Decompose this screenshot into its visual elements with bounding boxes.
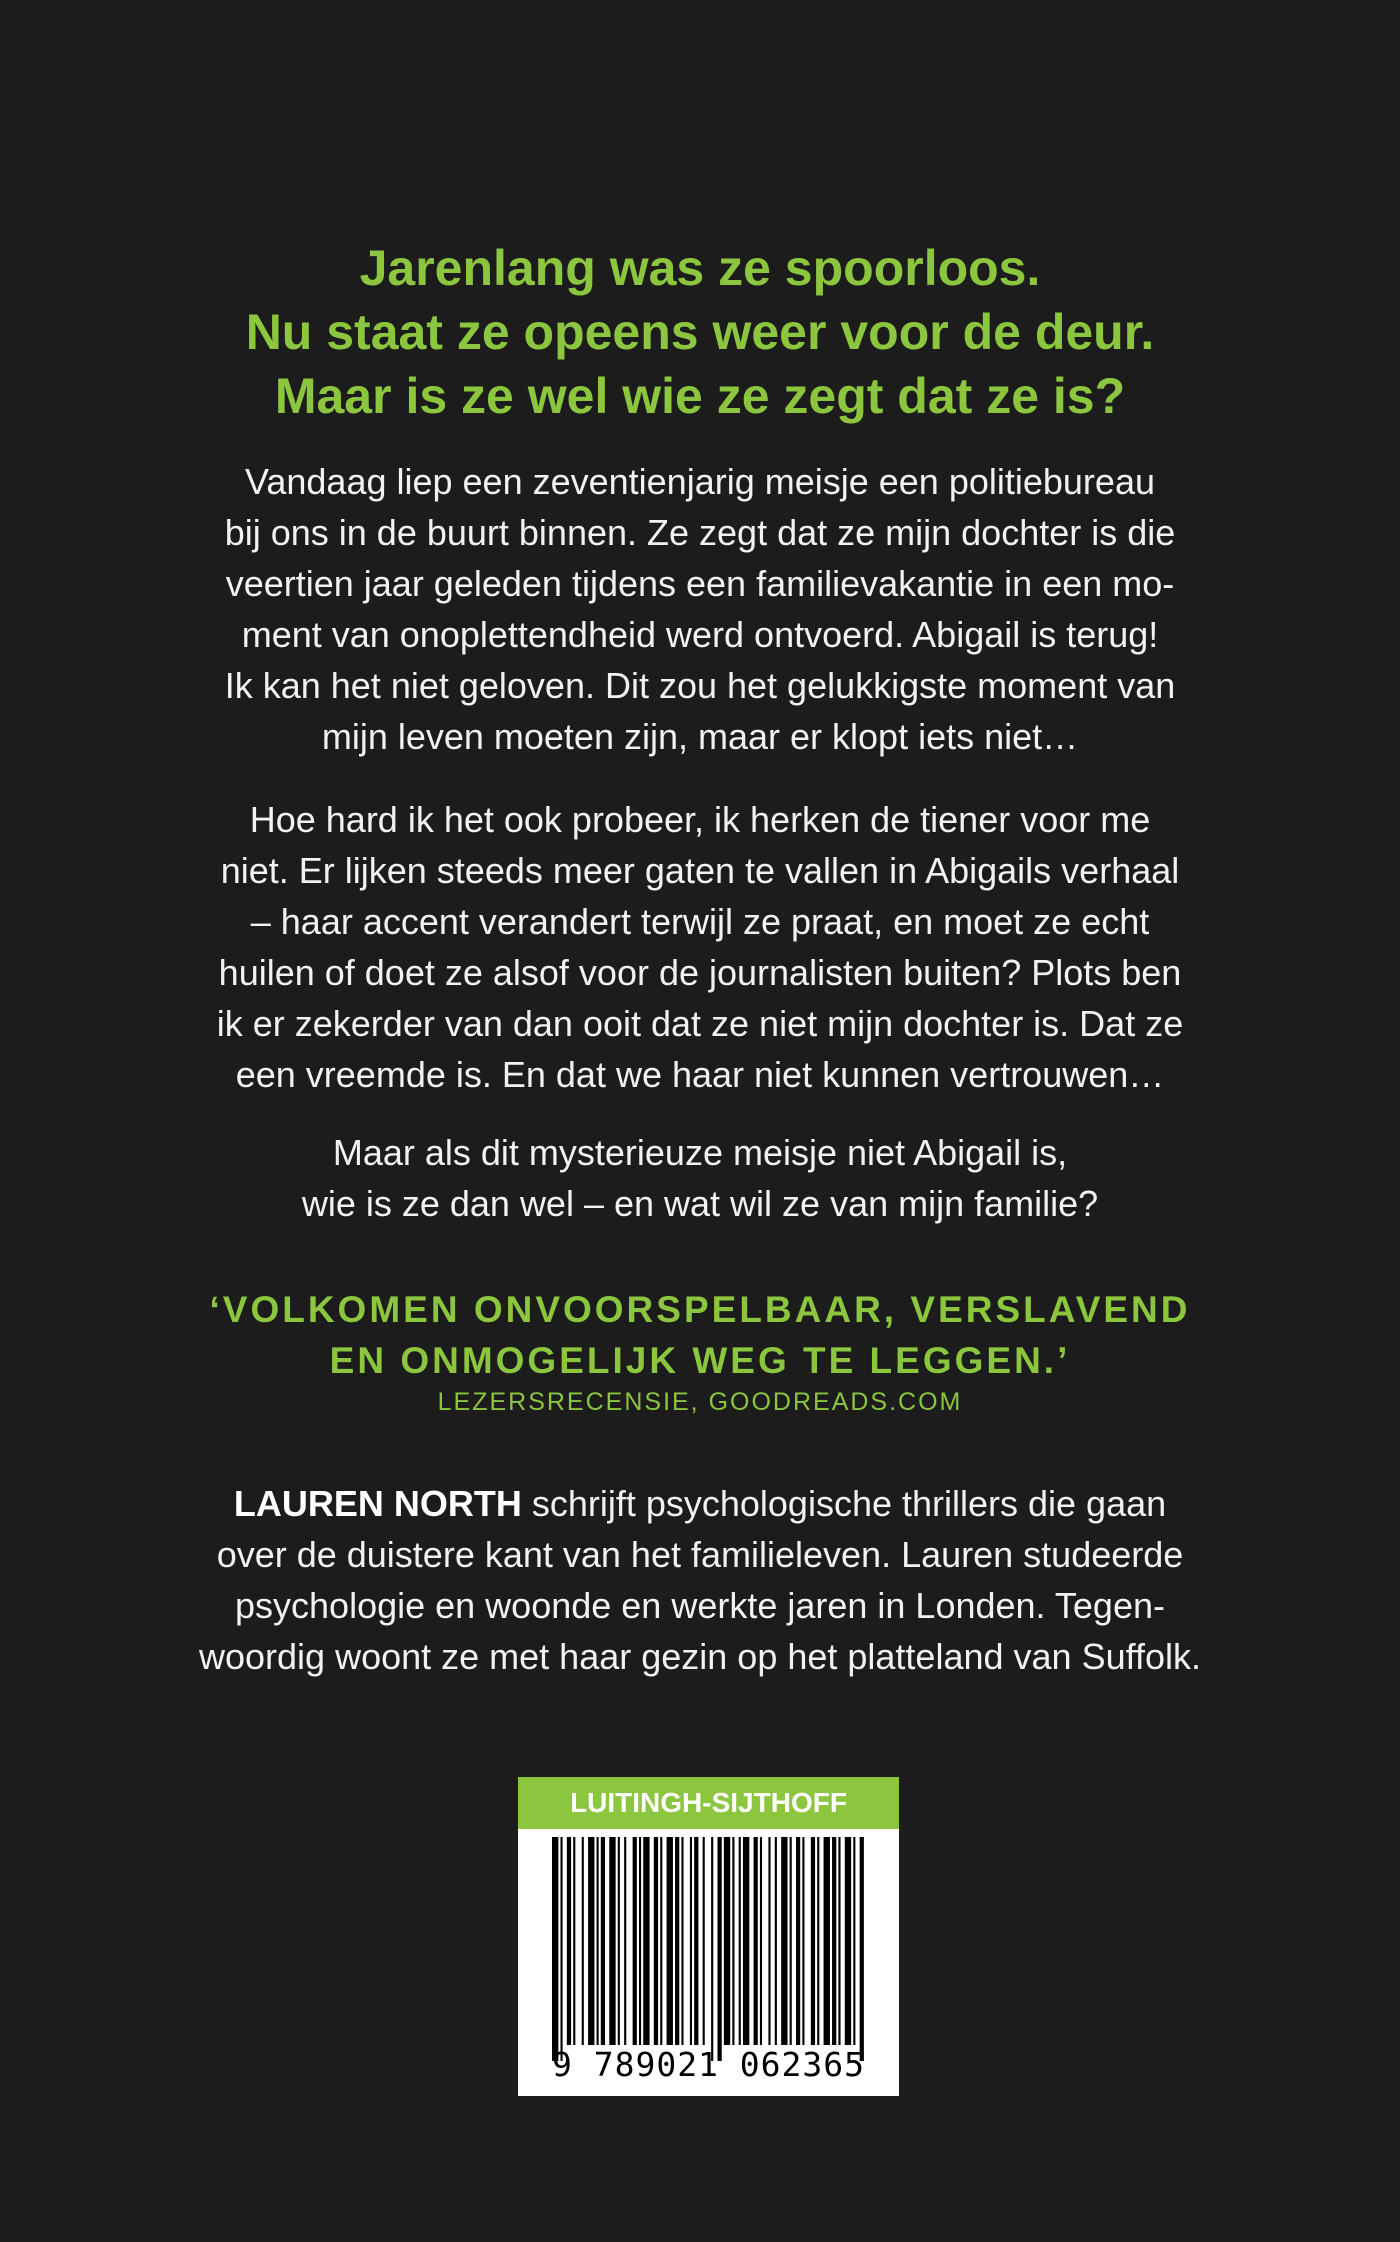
headline [0, 236, 1400, 428]
text-line: niet. Er lijken steeds meer gaten te vallen in Abigails verhaal [220, 850, 1180, 891]
text-line: ik er zekerder van dan ooit dat ze niet mijn dochter is. Dat ze [216, 1003, 1184, 1044]
text-line: over de duistere kant van het familieleven. Lauren studeerde [216, 1534, 1184, 1575]
author-bio [175, 1478, 1225, 1682]
quote-line: EN ONMOGELIJK WEG TE LEGGEN.’ [329, 1340, 1071, 1381]
text-line: Maar als dit mysterieuze meisje niet Abigail is, [332, 1132, 1068, 1173]
text-line: Ik kan het niet geloven. Dit zou het gelukkigste moment van [224, 665, 1176, 706]
headline-line: Maar is ze wel wie ze zegt dat ze is? [274, 368, 1126, 424]
quote-line: ‘VOLKOMEN ONVOORSPELBAAR, VERSLAVEND [209, 1289, 1191, 1330]
text-line: huilen of doet ze alsof voor de journalisten buiten? Plots ben [218, 952, 1182, 993]
review-quote [0, 1284, 1400, 1386]
text-line [175, 1478, 1225, 1529]
text-line: woordig woont ze met haar gezin op het platteland van Suffolk. [199, 1636, 1201, 1677]
isbn-number: 9 789021 062365 [551, 2045, 865, 2084]
text-line: Hoe hard ik het ook probeer, ik herken de tiener voor me [249, 799, 1151, 840]
text-line: – haar accent verandert terwijl ze praat, en moet ze echt [250, 901, 1150, 942]
publisher-name: LUITINGH-SIJTHOFF [518, 1777, 899, 1829]
barcode-icon [518, 1829, 899, 2061]
bio-text: schrijft psychologische thrillers die gaan [521, 1483, 1167, 1524]
text-line: veertien jaar geleden tijdens een familievakantie in een mo- [225, 563, 1175, 604]
barcode-panel [518, 1777, 899, 2096]
text-line: psychologie en woonde en werkte jaren in Londen. Tegen- [235, 1585, 1165, 1626]
author-name: LAUREN NORTH [233, 1483, 522, 1524]
quote-source: LEZERSRECENSIE, GOODREADS.COM [437, 1388, 963, 1416]
text-line: wie is ze dan wel – en wat wil ze van mijn familie? [301, 1183, 1099, 1224]
text-line: mijn leven moeten zijn, maar er klopt iets niet… [321, 716, 1079, 757]
text-line: Vandaag liep een zeventienjarig meisje een politiebureau [245, 461, 1155, 502]
synopsis-paragraph-1 [175, 456, 1225, 762]
text-line: ment van onoplettendheid werd ontvoerd. Abigail is terug! [241, 614, 1159, 655]
synopsis-paragraph-2 [175, 794, 1225, 1100]
headline-line: Jarenlang was ze spoorloos. [359, 240, 1041, 296]
text-line: bij ons in de buurt binnen. Ze zegt dat ze mijn dochter is die [224, 512, 1176, 553]
synopsis-paragraph-3 [175, 1127, 1225, 1229]
headline-line: Nu staat ze opeens weer voor de deur. [245, 304, 1155, 360]
text-line: een vreemde is. En dat we haar niet kunnen vertrouwen… [235, 1054, 1165, 1095]
